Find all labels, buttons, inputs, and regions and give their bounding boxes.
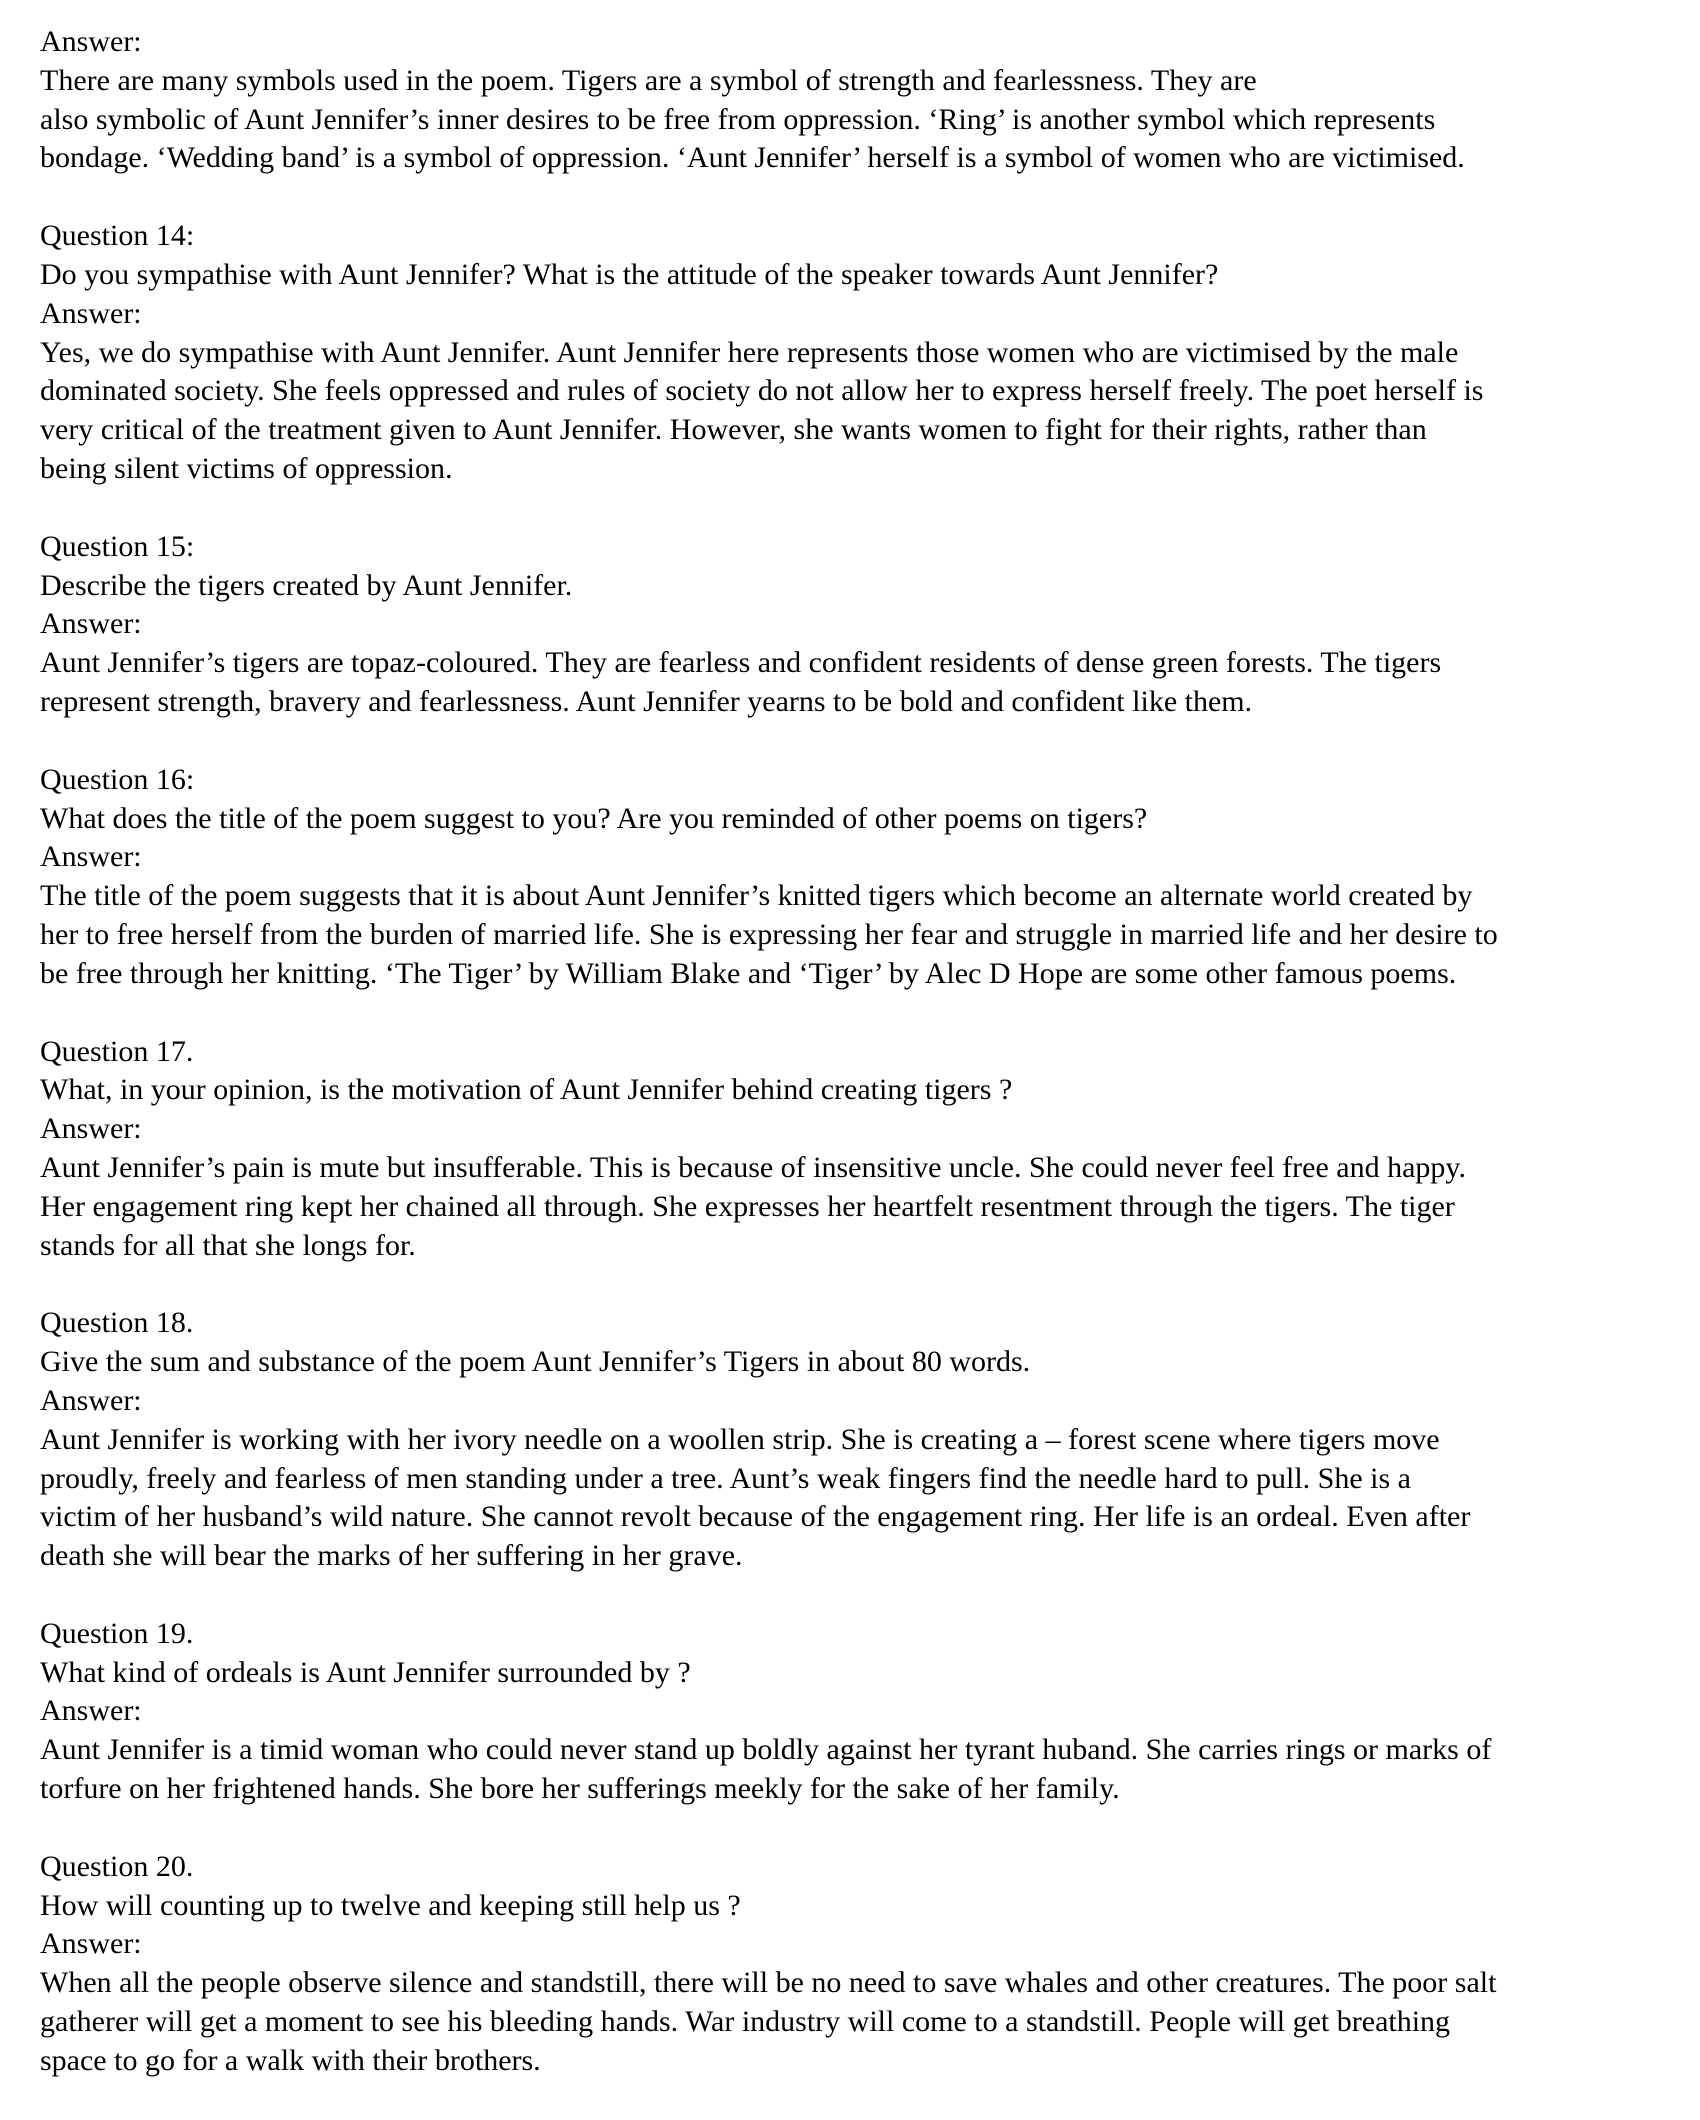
answer-text: When all the people observe silence and standstill, there will be no need to save whales and other creatures. The poor salt [40,1966,1497,2000]
answer-label: Answer: [40,1383,142,1417]
answer-label: Answer: [40,1694,142,1728]
answer-text: gatherer will get a moment to see his bleeding hands. War industry will come to a standstill. People will get breathing [40,2005,1451,2039]
question-text: Describe the tigers created by Aunt Jennifer. [40,568,573,602]
answer-text: her to free herself from the burden of married life. She is expressing her fear and struggle in married life and her desire to [40,917,1498,951]
answer-text: victim of her husband’s wild nature. She cannot revolt because of the engagement ring. Her life is an ordeal. Even after [40,1500,1471,1534]
answer-text: stands for all that she longs for. [40,1228,416,1262]
answer-label: Answer: [40,1112,142,1146]
question-label: Question 20. [40,1849,194,1883]
answer-label: Answer: [40,296,142,330]
qa-block [40,1304,1680,1576]
answer-text: Aunt Jennifer’s pain is mute but insufferable. This is because of insensitive uncle. She could never feel free and happy. [40,1150,1466,1184]
answer-text: Aunt Jennifer is working with her ivory needle on a woollen strip. She is creating a – forest scene where tigers move [40,1422,1440,1456]
answer-text: death she will bear the marks of her suffering in her grave. [40,1539,743,1573]
qa-block [40,217,1680,489]
answer-text: dominated society. She feels oppressed and rules of society do not allow her to express herself freely. The poet herself is [40,374,1484,408]
answer-text: represent strength, bravery and fearlessness. Aunt Jennifer yearns to be bold and confident like them. [40,684,1253,718]
question-label: Question 18. [40,1306,194,1340]
qa-block [40,23,1680,178]
answer-text: very critical of the treatment given to Aunt Jennifer. However, she wants women to fight for their rights, rather than [40,413,1427,447]
answer-text: Aunt Jennifer’s tigers are topaz-coloured. They are fearless and confident residents of dense green forests. The tigers [40,646,1442,680]
question-text: Give the sum and substance of the poem Aunt Jennifer’s Tigers in about 80 words. [40,1345,1031,1379]
qa-block [40,528,1680,722]
document-page [40,23,1680,2120]
question-label: Question 15: [40,529,195,563]
question-text: Do you sympathise with Aunt Jennifer? What is the attitude of the speaker towards Aunt Jennifer? [40,257,1219,291]
qa-block [40,1848,1680,2081]
question-text: What, in your opinion, is the motivation of Aunt Jennifer behind creating tigers ? [40,1073,1013,1107]
question-label: Question 17. [40,1034,194,1068]
qa-block [40,1615,1680,1809]
question-label: Question 19. [40,1616,194,1650]
question-text: How will counting up to twelve and keeping still help us ? [40,1888,741,1922]
answer-text: Aunt Jennifer is a timid woman who could never stand up boldly against her tyrant huband. She carries rings or marks of [40,1733,1492,1767]
qa-block [40,1033,1680,1266]
question-label: Question 14: [40,219,195,253]
question-text: What does the title of the poem suggest to you? Are you reminded of other poems on tigers? [40,801,1148,835]
answer-text: proudly, freely and fearless of men standing under a tree. Aunt’s weak fingers find the needle hard to pull. She is a [40,1461,1411,1495]
answer-label: Answer: [40,25,142,58]
question-label: Question 16: [40,762,195,796]
answer-text: Yes, we do sympathise with Aunt Jennifer. Aunt Jennifer here represents those women who are victimised by the male [40,335,1459,369]
qa-block [40,761,1680,994]
answer-text: space to go for a walk with their brothers. [40,2043,541,2077]
answer-text: Her engagement ring kept her chained all through. She expresses her heartfelt resentment through the tigers. The tiger [40,1189,1455,1223]
answer-text: torfure on her frightened hands. She bore her sufferings meekly for the sake of her family. [40,1772,1120,1806]
answer-text: also symbolic of Aunt Jennifer’s inner desires to be free from oppression. ‘Ring’ is another symbol which represents [40,102,1436,136]
answer-text: being silent victims of oppression. [40,451,453,485]
answer-label: Answer: [40,840,142,874]
answer-text: be free through her knitting. ‘The Tiger’ by William Blake and ‘Tiger’ by Alec D Hope are some other famous poems. [40,956,1457,990]
question-text: What kind of ordeals is Aunt Jennifer surrounded by ? [40,1655,691,1689]
answer-text: There are many symbols used in the poem. Tigers are a symbol of strength and fearlessness. They are [40,63,1257,97]
answer-label: Answer: [40,607,142,641]
answer-label: Answer: [40,1927,142,1961]
answer-text: bondage. ‘Wedding band’ is a symbol of oppression. ‘Aunt Jennifer’ herself is a symbol of women who are victimised. [40,141,1465,175]
answer-text: The title of the poem suggests that it is about Aunt Jennifer’s knitted tigers which become an alternate world created by [40,879,1473,913]
